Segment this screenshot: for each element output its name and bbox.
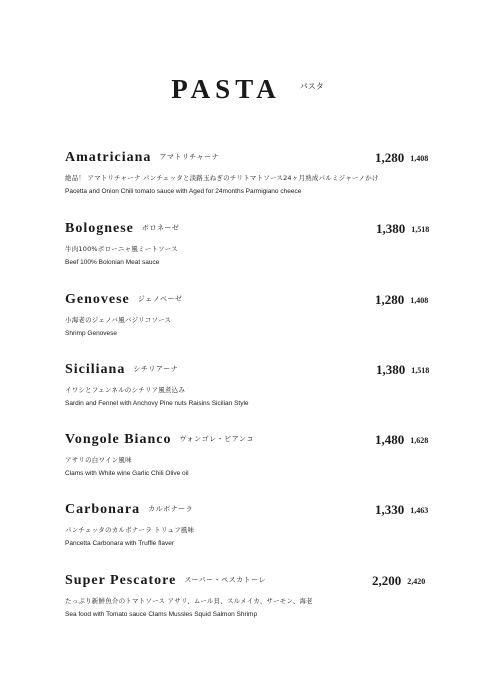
item-price: 2,200 2,420	[372, 573, 426, 588]
menu-item-genovese	[65, 292, 435, 337]
item-name: Vongole Bianco ヴォンゴレ・ビアンコ	[65, 432, 254, 447]
item-kana: ジェノベーゼ	[137, 295, 183, 303]
item-price-tax: 1,628	[410, 436, 429, 445]
item-price-tax: 1,463	[410, 506, 429, 515]
item-description-en: Shrimp Genovese	[65, 330, 118, 337]
item-price: 1,480 1,628	[375, 432, 429, 447]
item-description-en: Pancetta Carbonara with Truffle flaver	[65, 540, 174, 547]
menu-item-super-pescatore	[65, 573, 435, 618]
menu-item-amatriciana	[65, 150, 435, 195]
item-kana: カルボナーラ	[148, 505, 194, 513]
item-name: Amatriciana アマトリチャーナ	[65, 150, 220, 165]
item-price: 1,280 1,408	[375, 292, 429, 307]
item-price-tax: 1,408	[410, 296, 429, 305]
item-description-en: Sardin and Fennel with Anchovy Pine nuts Raisins Sicilian Style	[65, 400, 249, 407]
item-description-ja: 牛肉100%ボローニャ風ミートソース	[65, 245, 178, 253]
menu-item-bolognese	[65, 221, 435, 266]
menu-item-vongole-bianco	[65, 432, 435, 477]
item-kana: シチリアーナ	[133, 365, 179, 373]
item-kana: アマトリチャーナ	[159, 153, 220, 161]
item-description-ja: 小海老のジェノバ風バジリコソース	[65, 316, 172, 324]
item-description-en: Pacetta and Onion Chili tomato sauce with Aged for 24months Parmigiano cheece	[65, 188, 302, 195]
item-description-ja: たっぷり新鮮魚介のトマトソース アサリ、ムール貝、スルメイカ、サーモン、海老	[65, 597, 313, 605]
item-price-tax: 1,518	[411, 225, 430, 234]
item-name: Genovese ジェノベーゼ	[65, 292, 183, 307]
item-price: 1,380 1,518	[376, 221, 430, 236]
page-subtitle: パスタ	[299, 82, 324, 91]
item-description-ja: イワシとフェンネルのシチリア風煮込み	[65, 386, 186, 394]
item-price: 1,280 1,408	[375, 150, 429, 165]
item-price-tax: 2,420	[407, 577, 426, 586]
menu-item-carbonara	[65, 502, 435, 547]
item-description-ja: 絶品！ アマトリチャーナ パンチェッタと淡路玉ねぎのチリトマトソース24ヶ月熟成パルミジャーノかけ	[65, 174, 379, 182]
item-kana: ボロネーゼ	[141, 224, 180, 232]
item-description-en: Clams with White wine Garlic Chili Olive oil	[65, 470, 189, 477]
item-description-en: Sea food with Tomato sauce Clams Mussles Squid Salmon Shrimp	[65, 611, 258, 618]
menu-item-siciliana	[65, 362, 435, 407]
item-description-en: Beef 100% Bolonian Meat sauce	[65, 259, 160, 266]
page-title: PASTA	[171, 74, 281, 104]
item-name: Bolognese ボロネーゼ	[65, 221, 180, 236]
item-name: Super Pescatore スーパー・ペスカトーレ	[65, 573, 266, 588]
item-price-tax: 1,408	[410, 154, 429, 163]
item-price: 1,380 1,518	[376, 362, 430, 377]
item-kana: ヴォンゴレ・ビアンコ	[179, 435, 254, 443]
item-price-tax: 1,518	[411, 366, 430, 375]
item-kana: スーパー・ペスカトーレ	[184, 576, 266, 584]
item-name: Siciliana シチリアーナ	[65, 362, 179, 377]
item-price: 1,330 1,463	[375, 502, 429, 517]
item-description-ja: アサリの白ワイン風味	[65, 456, 132, 464]
item-name: Carbonara カルボナーラ	[65, 502, 194, 517]
item-description-ja: パンチェッタのカルボナーラ トリュフ風味	[65, 526, 195, 534]
menu-header	[0, 74, 495, 105]
